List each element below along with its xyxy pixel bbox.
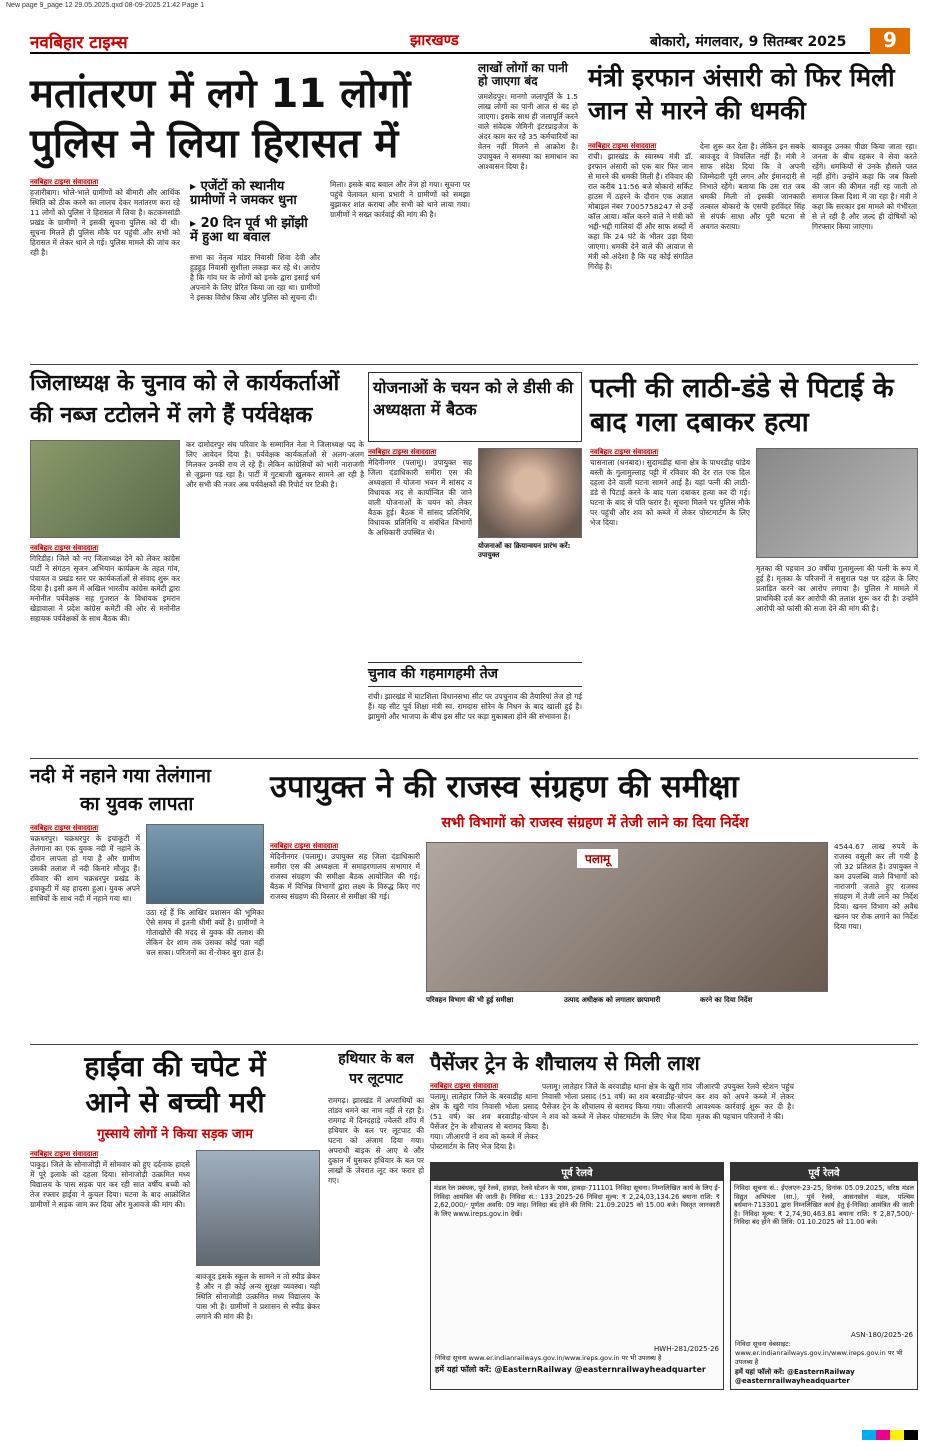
- story7-photo: [146, 824, 264, 904]
- story9-body2: बावजूद इसके स्कूल के सामने न तो स्पीड ब्रेकर है और न ही कोई अन्य सुरक्षा व्यवस्था। यही स्थिति सोनाजोड़ी उत्क्रमित मध्य विद्यालय के पास भी है। ग्रामीणों ने प्रशासन से स्पीड ब्रेकर लगाने की मांग की है।: [196, 1272, 320, 1321]
- story6-headline: पत्नी की लाठी-डंडे से पिटाई के बाद गला दबाकर हत्या: [590, 373, 894, 438]
- story4-body2: कर दामोदरपुर संघ परिवार के सम्मानित नेता ने जिलाध्यक्ष पद के लिए आवेदन दिया है। पर्यवेक्षक कार्यकर्ताओं से अलग-अलग मिलकर उनकी राय ले रहे हैं। लेकिन कांग्रेसियों को भारी नाराजगी से जूझना पड़ रहा है। पार्टी में गुटबाजी खुलकर सामने आ रही है और सभी की नजर अब पर्यवेक्षकों की रिपोर्ट पर टिकी है।: [186, 440, 364, 489]
- story5-photo: [478, 448, 582, 538]
- story2: [478, 62, 578, 360]
- story4-byline: नवबिहार टाइम्स संवाददाता: [30, 544, 99, 552]
- story1-subhead1: ▸ एजेंटों को स्थानीय ग्रामीणों ने जमकर धुना: [190, 179, 297, 209]
- story7-headline-line1: नदी में नहाने गया तेलंगाना: [30, 765, 211, 787]
- story4-body: गिरिडीह। जिले को नए जिलाध्यक्ष देने को लेकर कांग्रेस पार्टी ने संगठन सृजन अभियान कार्यक्रम के तहत गांव, पंचायत व प्रखंड स्तर पर कार्यकर्ताओं से संवाद शुरू कर दिया है। इसी क्रम में अखिल भारतीय कांग्रेस कमेटी द्वारा मनोनीत पर्यवेक्षक सह गुजरात के विधायक इमरान खेड़ावाला ने प्रदेश कांग्रेस कमेटी की ओर से मनोनीत सहायक पर्यवेक्षकों के साथ बैठक की।: [30, 554, 180, 623]
- story5-headline: योजनाओं के चयन को ले डीसी की अध्यक्षता में बैठक: [373, 378, 574, 419]
- ad1-tender-site: निविदा सूचना www.er.indianrailways.gov.in/www.ireps.gov.in पर भी उपलब्ध है: [435, 1354, 662, 1362]
- ad1-ref: HWH-281/2025-26: [654, 1345, 719, 1353]
- story5-byline: नवबिहार टाइम्स संवाददाता: [368, 448, 437, 456]
- story5-body2: रांची। झारखंड में घाटशिला विधानसभा सीट पर उपचुनाव की तैयारियां तेज हो गई हैं। यह सीट पूर्व शिक्षा मंत्री स्व. रामदास सोरेन के निधन के बाद खाली हुई है। झामुमो और भाजपा के बीच इस सीट पर कड़ा मुकाबला होने की संभावना है।: [368, 692, 582, 721]
- story6-body: चासनाला (धनबाद)। सुदामडीह थाना क्षेत्र के पाथरडीह पांडेय बस्ती के गुलामुल्लाह पट्टी में रविवार की देर रात एक दिल दहला देने वाली घटना सामने आई है। यहां पत्नी की लाठी-डंडे से पिटाई करने के बाद गला दबाकर हत्या कर दी गई। घटना के बाद से पति फरार है। सूचना मिलने पर पुलिस मौके पर पहुंची और शव को कब्जे में लेकर पोस्टमार्टम के लिए भेज दिया।: [590, 458, 750, 527]
- railway-tender-ad-2: [730, 1162, 918, 1390]
- story11-body2: जीआरपी उपयुक्त रेलवे स्टेशन पहुंच कर शव को अपने कब्जे में लेकर आवश्यक कार्रवाई शुरू कर दी है। मृतक की पहचान परिजनों ने की।: [696, 1082, 794, 1121]
- story5-body: मेदिनीनगर (पलामू)। उपायुक्त सह जिला दंडाधिकारी समीरा एस की अध्यक्षता में योजना भवन में सांसद व विधायक मद से कार्यान्वित की जाने वाली योजनाओं के चयन को लेकर बैठक हुई। बैठक में सांसद प्रतिनिधि, विधायक प्रतिनिधि व संबंधित विभागों के अधिकारी उपस्थित थे।: [368, 458, 472, 537]
- story3-headline: मंत्री इरफान अंसारी को फिर मिली जान से मारने की धमकी: [588, 63, 895, 125]
- masthead-title: नवबिहार टाइम्स: [30, 33, 128, 53]
- story3-body2: देना शुरू कर देता है। लेकिन इन सबके बावजूद वे विचलित नहीं हैं। मंत्री ने साफ संदेश दिया कि वे अपनी जिम्मेदारी पूरी लगन और ईमानदारी से निभाते रहेंगे। बताया कि उस रात जब धमकी मिली तो इसकी जानकारी तत्काल बोकारो के एसपी हरविंदर सिंह से संपर्क साधा और पूरी घटना से अवगत कराया।: [700, 142, 805, 231]
- story11-headline: पैसेंजर ट्रेन के शौचालय से मिली लाश: [430, 1051, 700, 1075]
- story2-body: जमशेदपुर। मानगो जलापूर्ति के 1.5 लाख लोगों का पानी आज से बंद हो जाएगा। इसके साथ ही जलापूर्ति करने वाले संवेदक जेमिनी इंटरप्राइजेज के अंदर काम कर रहे 35 कर्मचारियों का वेतन नहीं मिलने से आक्रोश है। उपायुक्त ने समस्या का समाधान का आश्वासन दिया है।: [478, 92, 578, 172]
- story3-body3: बावजूद उनका पीछा किया जाता रहा। जनता के बीच रहकर वे सेवा करते रहेंगे। धमकियों से उनके हौसले पस्त नहीं होंगे। उन्होंने कहा कि जब किसी की जान की कीमत नहीं रह जाती तो समाज किस दिशा में जा रहा है। मंत्री ने कहा कि सरकार इस मामले को गंभीरता से ले रही है और जल्द ही दोषियों को गिरफ्तार किया जाएगा।: [812, 142, 917, 231]
- story5-subhead: चुनाव की गहमागहमी तेज: [368, 662, 582, 687]
- ad1-title: पूर्व रेलवे: [431, 1163, 723, 1181]
- story1-headline-line2: पुलिस ने लिया हिरासत में: [30, 121, 399, 167]
- story11-byline: नवबिहार टाइम्स संवाददाता: [430, 1082, 499, 1090]
- arrow-icon: ▸: [190, 215, 197, 230]
- story9-col1: [30, 1150, 190, 1390]
- story1-subheads: [190, 180, 320, 345]
- file-slug: New page 9_page 12 29.05.2025.qxd 08-09-2025 21:42 Page 1: [6, 2, 205, 9]
- story8-col1: [270, 842, 420, 1038]
- divider: [30, 364, 918, 365]
- divider: [30, 1044, 918, 1045]
- story11-body: पलामू। लातेहार जिले के बरवाडीह थाना क्षेत्र के खुरी गांव निवासी भोला प्रसाद (51 वर्ष) का शव बरवाडीह-चोपन पैसेंजर ट्रेन के शौचालय से बरामद किया गया। जीआरपी ने शव को कब्जे में लेकर पोस्टमार्टम के लिए भेज दिया है।: [430, 1092, 538, 1151]
- story1-col1: [30, 178, 180, 360]
- story7-body: चक्रधरपुर। चक्रधरपुर के इचाकूटी में तेलंगाना का एक युवक नदी में नहाने के दौरान लापता हो गया है और ग्रामीण उसकी तलाश में नदी किनारे मौजूद हैं। रविवार की शाम चक्रधरपुर प्रखंड के इचाकूटी में यह हादसा हुआ। युवक अपने साथियों के साथ नदी में नहाने गया था।: [30, 834, 140, 903]
- story1-byline: नवबिहार टाइम्स संवाददाता: [30, 178, 99, 186]
- story8-caption3: उत्पाद अधीक्षक को लगातार छापामारी: [564, 996, 661, 1004]
- story1-subhead2: ▸ 20 दिन पूर्व भी झोंझी में हुआ था बवाल: [190, 215, 308, 245]
- story8-photo-banner: पलामू: [577, 849, 618, 868]
- divider: [30, 758, 918, 759]
- story4-col1: [30, 544, 180, 754]
- story9-photo: [196, 1150, 320, 1266]
- story5-col1: [368, 448, 472, 656]
- section-title: झारखण्ड: [410, 31, 459, 49]
- story7-byline: नवबिहार टाइम्स संवाददाता: [30, 824, 99, 832]
- story5-caption: योजनाओं का क्रियान्वयन प्रारंभ करें: उपायुक्त: [478, 542, 571, 559]
- page-number: 9: [870, 28, 910, 54]
- cmyk-black: [904, 1430, 918, 1440]
- story3-col1: [588, 142, 693, 360]
- story5-headline-box: [368, 372, 582, 442]
- story6-byline: नवबिहार टाइम्स संवाददाता: [590, 448, 659, 456]
- story8-subhead: सभी विभागों को राजस्व संग्रहण में तेजी लाने का दिया निर्देश: [441, 815, 749, 831]
- ad2-body: निविदा सूचना सं.: ईएलएन-23-25, दिनांक 05.09.2025, वरिष्ठ मंडल विद्युत अभियंता (सा.), पूर्व रेलवे, आसनसोल मंडल, पश्चिम बर्धमान-713301 द्वारा निम्नलिखित कार्य हेतु ई-निविदा आमंत्रित की जाती है। निविदा मूल्य: ₹ 2,74,90,463.81 बयाना राशि: ₹ 2,87,500/- निविदा बंद होने की तिथि: 01.10.2025 को 11.00 बजे।: [734, 1184, 914, 1226]
- story9-byline: नवबिहार टाइम्स संवाददाता: [30, 1150, 99, 1158]
- page-header: [30, 30, 910, 54]
- story7-body2: उठा रहे हैं कि आखिर प्रशासन की भूमिका ऐसे समय में इतनी धीमी क्यों है। ग्रामीणों ने गोताखोरों की मदद से युवक की तलाश की लेकिन देर शाम तक उसका कोई पता नहीं चल सका। परिजनों का रो-रोकर बुरा हाल है।: [146, 908, 264, 957]
- story10-headline-line2: पर लूटपाट: [349, 1071, 403, 1087]
- story10-body: रामगढ़। झारखंड में अपराधियों का तांडव थमने का नाम नहीं ले रहा है। रामगढ़ में दिनदहाड़े ज्वेलरी शॉप में हथियार के बल पर लूटपाट की घटना को अंजाम दिया गया। अपराधी बाइक से आए थे और दुकान में घुसकर हथियार के बल पर लाखों के जेवरात लूट कर फरार हो गए।: [328, 1096, 424, 1185]
- story10-headline-line1: हथियार के बल: [338, 1051, 414, 1067]
- story8-caption1: परिवहन विभाग की भी हुई समीक्षा: [426, 996, 514, 1004]
- story3-body: रांची। झारखंड के स्वास्थ्य मंत्री डॉ. इरफान अंसारी को एक बार फिर जान से मारने की धमकी मिली है। रविवार की रात करीब 11:56 बजे बोकारो सर्किट हाउस में ठहरने के दौरान एक अज्ञात मोबाइल नंबर 7005758247 से उन्हें कॉल आया। कॉल करने वाले ने मंत्री को भद्दी-भद्दी गालियां दीं और साफ शब्दों में कहा कि 24 घंटे के भीतर उड़ा दिया जाएगा। धमकी देने वाले की आवाज से मंत्री को अंदेशा है कि यह कोई संगठित गिरोह है।: [588, 152, 693, 271]
- story8-body2: 4544.67 लाख रुपये के राजस्व वसूली कर ली गयी है जो 32 प्रतिशत है। उपायुक्त ने कम उपलब्धि वाले विभागों को नाराजगी जताते हुए राजस्व संग्रहण में तेजी लाने का निर्देश दिया। खनन विभाग को अवैध खनन पर रोक लगाने का निर्देश दिया गया।: [834, 842, 918, 931]
- story8-headline: उपायुक्त ने की राजस्व संग्रहण की समीक्षा: [270, 769, 739, 805]
- story8-byline: नवबिहार टाइम्स संवाददाता: [270, 842, 339, 850]
- story11-body-cont: पलामू। लातेहार जिले के बरवाडीह थाना क्षेत्र के खुरी गांव निवासी भोला प्रसाद (51 वर्ष) का शव बरवाडीह-चोपन पैसेंजर ट्रेन के शौचालय से बरामद किया गया। जीआरपी ने शव को कब्जे में लेकर पोस्टमार्टम के लिए भेज दिया है।: [542, 1082, 692, 1131]
- story7-col1: [30, 824, 140, 1038]
- story9-headline-line1: हाईवा की चपेट में: [84, 1050, 266, 1083]
- story9-headline-line2: आने से बच्ची मरी: [85, 1086, 265, 1119]
- ad2-tender-site: निविदा सूचना वेबसाइट: www.er.indianrailways.gov.in/www.ireps.gov.in पर भी उपलब्ध है: [735, 1340, 903, 1366]
- ad2-ref: ASN-180/2025-26: [851, 1331, 913, 1339]
- arrow-icon: ▸: [190, 179, 197, 193]
- story6-body2: मृतका की पहचान 30 वर्षीया गुलामुल्ला की पत्नी के रूप में हुई है। मृतका के परिजनों ने ससुराल पक्ष पर दहेज के लिए प्रताड़ित करने का आरोप लगाया है। पुलिस ने मामले में प्राथमिकी दर्ज कर आरोपी की तलाश शुरू कर दी है। उन्होंने आरोपी को फांसी की सजा देने की मांग की है।: [756, 564, 918, 613]
- ad2-social: हमें यहां फॉलो करें: @EasternRailway @easternrailwayheadquarter: [735, 1368, 855, 1385]
- story11-col1: [430, 1082, 538, 1158]
- story4-headline-line1: जिलाध्यक्ष के चुनाव को ले कार्यकर्ताओं: [30, 371, 340, 396]
- dateline: बोकारो, मंगलवार, 9 सितम्बर 2025: [650, 34, 847, 50]
- story9-body: पाकुड़। जिले के सोनाजोड़ी में सोमवार को हुए दर्दनाक हादसे में पूरे इलाके को दहला दिया। सोनाजोड़ी उत्क्रमित मध्य विद्यालय के पास सड़क पार कर रही सात वर्षीय बच्ची को तेज रफ्तार हाईवा ने कुचल दिया। घटना के बाद आक्रोशित ग्रामीणों ने सड़क जाम कर दिया और मुआवजे की मांग की।: [30, 1160, 190, 1209]
- story4-headline-line2: की नब्ज टटोलने में लगे हैं पर्यवेक्षक: [30, 403, 313, 428]
- story8-caption2: करने का दिया निर्देश: [700, 996, 753, 1004]
- story4-photo: [30, 440, 180, 538]
- cmyk-yellow: [890, 1430, 904, 1440]
- story1-body3: मिला। इसके बाद बवाल और तेज हो गया। सूचना पर पहुंचे पेलावल थाना प्रभारी ने ग्रामीणों को समझा बुझाकर शांत कराया और सभी को थाने लाया गया। ग्रामीणों ने सख्त कार्रवाई की मांग की है।: [330, 180, 470, 219]
- story9-subhead: गुस्साये लोगों ने किया सड़क जाम: [97, 1127, 253, 1142]
- story3-byline: नवबिहार टाइम्स संवाददाता: [588, 142, 657, 150]
- story6-col1: [590, 448, 750, 754]
- story6-photo: [756, 448, 918, 558]
- story8-photo: [426, 842, 828, 992]
- cmyk-cyan: [862, 1430, 876, 1440]
- story2-headline: लाखों लोगों का पानी हो जाएगा बंद: [478, 61, 568, 89]
- story7-headline-line2: का युवक लापता: [80, 793, 194, 815]
- cmyk-magenta: [876, 1430, 890, 1440]
- ad1-social: हमें यहां फॉलो करें: @EasternRailway @easternrailwayheadquarter: [435, 1365, 706, 1374]
- story1-body: हजारीबाग। भोले-भाले ग्रामीणों को बीमारी और आर्थिक स्थिति को ठीक करने का लालच देकर मतांतरण करा रहे 11 लोगों को पुलिस ने हिरासत में लिया है। कटकमसांडी प्रखंड के ग्रामीणों ने इसकी सूचना पुलिस को दी थी। सूचना मिलते ही पुलिस मौके पर पहुंची और सभी को हिरासत में लेकर थाने ले गई। पुलिस मामले की जांच कर रही है।: [30, 188, 180, 257]
- railway-tender-ad-1: [430, 1162, 724, 1390]
- story1-headline-line1: मतांतरण में लगे 11 लोगों: [30, 71, 411, 117]
- story1-body2: सभा का नेतृत्व मांडर निवासी शिवा देवी और हुड़हुड़ निवासी सुशीला लकड़ा कर रहे थे। आरोप है कि गांव घर के लोगों को इनके द्वारा इसाई धर्म अपनाने के लिए प्रेरित किया जा रहा था। ग्रामीणों ने इसका विरोध किया और पुलिस को सूचना दी।: [190, 253, 320, 303]
- ad1-body: मंडल रेल प्रबंधक, पूर्व रेलवे, हावड़ा, रेलवे स्टेशन के पास, हावड़ा-711101 निविदा सूचना। निम्नलिखित कार्य के लिए ई-निविदा आमंत्रित की जाती है। निविदा सं.: 133_2025-26 निविदा मूल्य: ₹ 2,24,03,134.26 बयाना राशि: ₹ 2,62,000/- पूर्णता अवधि: 09 माह। निविदा बंद होने की तिथि: 21.09.2025 को 15.00 बजे। विस्तृत जानकारी के लिए www.ireps.gov.in देखें।: [434, 1184, 720, 1218]
- ad2-title: पूर्व रेलवे: [731, 1163, 917, 1181]
- story8-body: मेदिनीनगर (पलामू)। उपायुक्त सह जिला दंडाधिकारी समीरा एस की अध्यक्षता में समाहरणालय सभागार में राजस्व संग्रहण की समीक्षा बैठक आयोजित की गई। बैठक में विभिन्न विभागों द्वारा लक्ष्य के विरुद्ध किए गए राजस्व संग्रहण की विस्तार से समीक्षा की गई।: [270, 852, 420, 901]
